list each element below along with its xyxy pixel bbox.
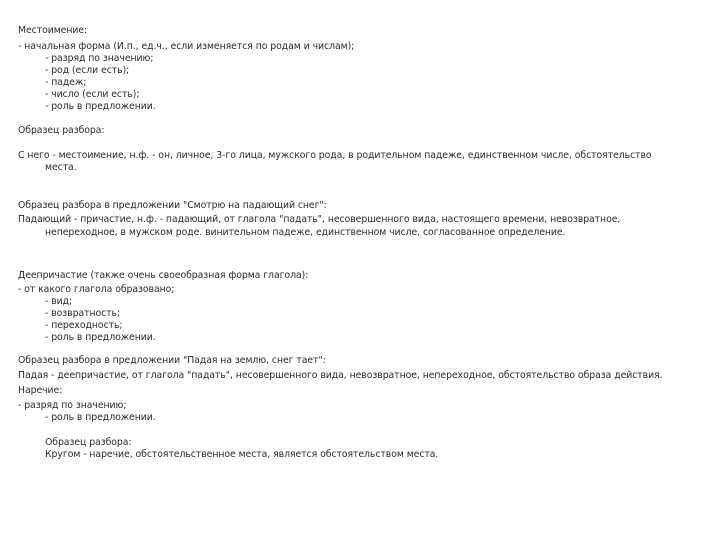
participle-example-heading: Образец разбора в предложении "Смотрю на падающий снег":	[18, 200, 327, 211]
pronoun-heading: Местоимение:	[18, 25, 88, 36]
gerund-item-aspect: - вид;	[45, 296, 73, 307]
adverb-heading: Наречие:	[18, 385, 63, 396]
pronoun-item-category: - разряд по значению;	[45, 53, 154, 64]
participle-example-line-1: Падающий - причастие, н.ф. - падающий, от глагола "падать", несовершенного вида, настоящего времени, невозвратное,	[18, 214, 621, 225]
gerund-item-reflexivity: - возвратность;	[45, 308, 121, 319]
gerund-item-transitivity: - переходность;	[45, 320, 123, 331]
adverb-example-heading: Образец разбора:	[45, 437, 132, 448]
pronoun-example-heading: Образец разбора:	[18, 125, 105, 136]
gerund-example-heading: Образец разбора в предложении "Падая на землю, снег тает":	[18, 355, 326, 366]
gerund-example-line-1: Падая - деепричастие, от глагола "падать", несовершенного вида, невозвратное, непереходное, обстоятельство образа действия.	[18, 370, 663, 381]
adverb-item-category: - разряд по значению;	[18, 400, 127, 411]
gerund-item-origin: - от какого глагола образовано;	[18, 284, 175, 295]
participle-example-line-2: непереходное, в мужском роде. винительном падеже, единственном числе, согласованное определение.	[45, 227, 566, 238]
pronoun-item-case: - падеж;	[45, 77, 87, 88]
pronoun-example-line-1: С него - местоимение, н.ф. - он, личное, 3-го лица, мужского рода, в родительном падеже, единственном числе, обстоятельство	[18, 150, 652, 161]
pronoun-item-number: - число (если есть);	[45, 89, 140, 100]
gerund-heading: Деепричастие (также очень своеобразная форма глагола):	[18, 270, 309, 281]
gerund-item-role: - роль в предложении.	[45, 332, 156, 343]
adverb-item-role: - роль в предложении.	[45, 412, 156, 423]
adverb-example-line-1: Кругом - наречие, обстоятельственное места, является обстоятельством места.	[45, 449, 439, 460]
pronoun-item-gender: - род (если есть);	[45, 65, 130, 76]
pronoun-example-line-2: места.	[45, 162, 77, 173]
pronoun-item-initial-form: - начальная форма (И.п., ед.ч., если изменяется по родам и числам);	[18, 41, 355, 52]
pronoun-item-role: - роль в предложении.	[45, 101, 156, 112]
